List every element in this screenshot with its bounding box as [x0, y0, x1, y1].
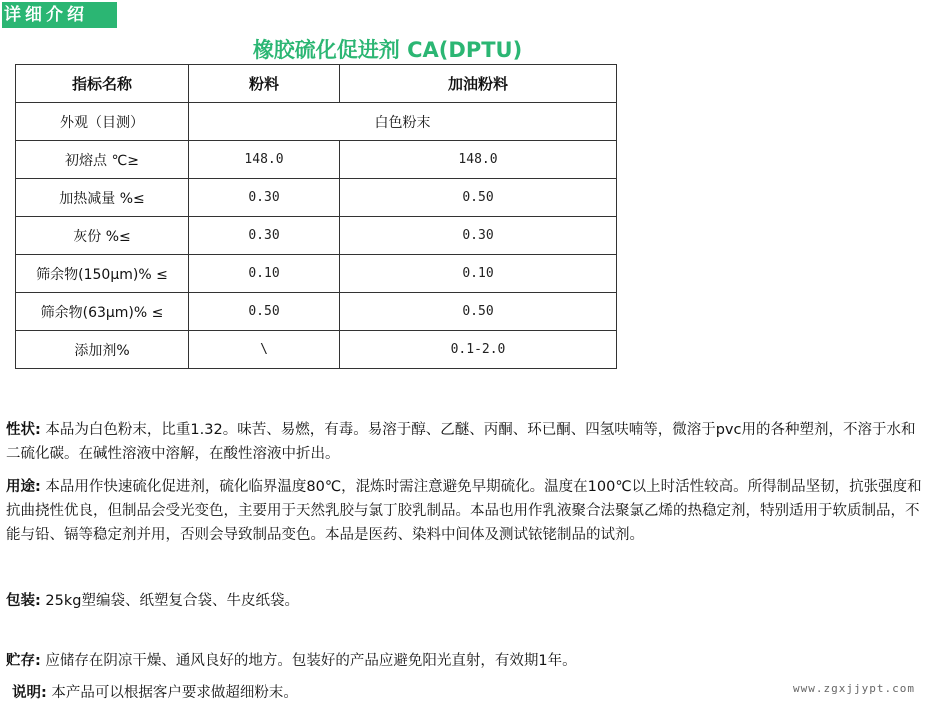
- note-label: 说明:: [12, 685, 47, 701]
- table-row: [16, 179, 617, 217]
- powder-value: 0.50: [189, 293, 340, 331]
- row-label: 添加剂%: [16, 331, 189, 369]
- storage-paragraph: [6, 649, 926, 673]
- packaging-text: 25kg塑编袋、纸塑复合袋、牛皮纸袋。: [40, 593, 299, 609]
- header-powder: 粉料: [189, 65, 340, 103]
- storage-text: 应储存在阴凉干燥、通风良好的地方。包装好的产品应避免阳光直射，有效期1年。: [40, 653, 577, 669]
- header-indicator-name: 指标名称: [16, 65, 189, 103]
- header-oiled-powder: 加油粉料: [340, 65, 617, 103]
- table-row: [16, 217, 617, 255]
- properties-label: 性状:: [6, 422, 41, 438]
- oiled-value: 148.0: [340, 141, 617, 179]
- powder-value: 0.30: [189, 179, 340, 217]
- oiled-value: 0.50: [340, 179, 617, 217]
- oiled-value: 0.10: [340, 255, 617, 293]
- table-header-row: [16, 65, 617, 103]
- powder-value: 0.10: [189, 255, 340, 293]
- row-label: 加热减量 %≤: [16, 179, 189, 217]
- table-row: [16, 103, 617, 141]
- powder-value: \: [189, 331, 340, 369]
- packaging-label: 包装:: [6, 593, 41, 609]
- powder-value: 0.30: [189, 217, 340, 255]
- product-title: 橡胶硫化促进剂 CA(DPTU): [252, 38, 523, 62]
- row-label: 筛余物(150μm)% ≤: [16, 255, 189, 293]
- oiled-value: 0.1-2.0: [340, 331, 617, 369]
- oiled-value: 0.50: [340, 293, 617, 331]
- properties-text: 本品为白色粉末，比重1.32。味苦、易燃，有毒。易溶于醇、乙醚、丙酮、环已酮、四氢呋喃等，微溶于pvc用的各种塑剂，不溶于水和二硫化碳。在碱性溶液中溶解，在酸性溶液中折出。: [6, 422, 916, 462]
- spec-table: [15, 64, 617, 369]
- packaging-paragraph: [6, 589, 926, 613]
- usage-paragraph: [6, 475, 926, 547]
- row-label: 筛余物(63μm)% ≤: [16, 293, 189, 331]
- usage-text: 本品用作快速硫化促进剂，硫化临界温度80℃，混炼时需注意避免早期硫化。温度在100℃以上时活性较高。所得制品坚韧，抗张强度和抗曲挠性优良，但制品会受光变色，主要用于天然乳胶与氯丁胶乳制品。本品也用作乳液聚合法聚氯乙烯的热稳定剂，特别适用于软质制品，不能与铅、镉等稳定剂并用，否则会导致制品变色。本品是医药、染料中间体及测试铱铑制品的试剂。: [6, 479, 922, 543]
- oiled-value: 0.30: [340, 217, 617, 255]
- site-watermark: www.zgxjjypt.com: [793, 682, 915, 695]
- row-label: 初熔点 ℃≥: [16, 141, 189, 179]
- storage-label: 贮存:: [6, 653, 41, 669]
- appearance-value: 白色粉末: [189, 103, 617, 141]
- properties-paragraph: [6, 418, 926, 466]
- section-tag: 详细介绍: [2, 2, 117, 28]
- table-row: [16, 255, 617, 293]
- powder-value: 148.0: [189, 141, 340, 179]
- row-label: 外观（目测）: [16, 103, 189, 141]
- table-row: [16, 141, 617, 179]
- usage-label: 用途:: [6, 479, 41, 495]
- table-row: [16, 293, 617, 331]
- row-label: 灰份 %≤: [16, 217, 189, 255]
- table-row: [16, 331, 617, 369]
- note-text: 本产品可以根据客户要求做超细粉末。: [46, 685, 298, 701]
